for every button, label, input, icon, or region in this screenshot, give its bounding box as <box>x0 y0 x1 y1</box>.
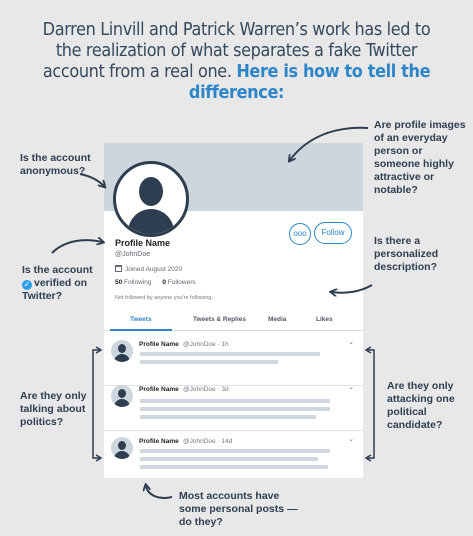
arrow-to-banner <box>290 128 368 160</box>
bracket-left <box>93 350 100 458</box>
arrow-to-tweets <box>146 486 172 498</box>
question-politics: Are they only talking about politics? <box>20 390 87 428</box>
follow-button[interactable]: Follow <box>314 222 352 244</box>
question-personal-posts: Most accounts have some personal posts — do they? <box>179 490 298 528</box>
arrow-to-description <box>332 285 372 293</box>
tab-media[interactable]: Media <box>268 316 287 323</box>
chevron-down-icon[interactable]: ⌄ <box>348 436 354 443</box>
profile-handle: @JohnDoe <box>115 251 151 258</box>
question-description: Is there a personalized description? <box>374 235 439 273</box>
verified-check-icon: ✓ <box>23 280 31 289</box>
tweet-meta: @JohnDoe · 1h <box>183 341 229 348</box>
question-verified-pre: Is the account <box>22 264 93 276</box>
tweet-author-name: Profile Name <box>139 438 179 445</box>
tab-tweets[interactable]: Tweets <box>130 316 152 323</box>
tab-tweets-replies[interactable]: Tweets & Replies <box>193 316 246 323</box>
not-followed-note: Not followed by anyone you're following. <box>115 295 213 301</box>
question-anonymous: Is the account anonymous? <box>20 152 91 177</box>
question-verified-post: verified on Twitter? <box>22 277 88 302</box>
tweet-meta: @JohnDoe · 3d <box>183 386 229 393</box>
arrow-to-avatar <box>80 174 104 186</box>
chevron-down-icon[interactable]: ⌄ <box>348 339 354 346</box>
following-count[interactable]: 50 <box>115 279 123 286</box>
arrow-to-profile-name <box>52 240 102 253</box>
tweet-meta: @JohnDoe · 14d <box>183 438 233 445</box>
question-profile-images: Are profile images of an everyday person or someone highly attractive or notable? <box>374 119 466 196</box>
chevron-down-icon[interactable]: ⌄ <box>348 384 354 391</box>
tweet-author-name: Profile Name <box>139 386 179 393</box>
bracket-right <box>367 350 374 458</box>
headline-highlight: Here is how to tell the difference: <box>188 62 431 103</box>
question-attacking: Are they only attacking one political candidate? <box>387 380 455 431</box>
joined-date-text: Joined August 2020 <box>125 266 183 273</box>
followers-label[interactable]: Followers <box>167 279 196 286</box>
followers-count[interactable]: 0 <box>162 279 166 286</box>
tweet-author-name: Profile Name <box>139 341 179 348</box>
more-options-button[interactable]: ooo <box>289 223 311 245</box>
profile-name: Profile Name <box>115 238 171 248</box>
headline-text: Darren Linvill and Patrick Warren’s work has led to the realization of what separates a fake Twitter account from a real one. <box>42 20 431 82</box>
tab-likes[interactable]: Likes <box>316 316 333 323</box>
following-label[interactable]: Following <box>124 279 152 286</box>
